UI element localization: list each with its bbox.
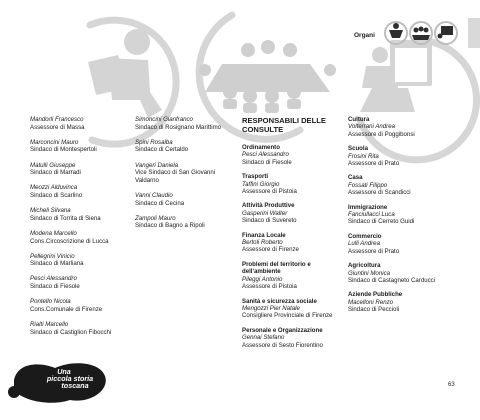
member-role: Assessore di Massa: [30, 123, 85, 131]
consulta-section: [242, 261, 342, 291]
consulta-name: Frosini Rita: [348, 152, 379, 160]
consulta-category: Aziende Pubbliche: [348, 291, 403, 299]
logo-line: piccola storia: [46, 374, 94, 383]
member-role: Sindaco di Certaldo: [135, 146, 189, 154]
consulte-column-right: [348, 116, 458, 321]
member-role: Sindaco di Bagno a Ripoli: [135, 222, 205, 230]
consulta-name: Lulli Andrea: [348, 240, 380, 248]
consulta-section: [242, 327, 342, 349]
consulta-category: Cultura: [348, 116, 370, 123]
list-item: [135, 116, 235, 131]
member-name: Vangeri Daniela: [135, 161, 179, 169]
member-name: Pontello Nicola: [30, 298, 71, 306]
list-item: [30, 298, 125, 313]
reading-person-icon: [88, 29, 162, 118]
member-name: Mandorli Francesco: [30, 116, 84, 123]
consulta-section: [348, 174, 458, 196]
presentation-icon: [360, 40, 432, 112]
member-name: Simoncini Gianfranco: [135, 116, 193, 123]
consulta-section: [242, 173, 342, 195]
consulta-name: Fossati Filippo: [348, 181, 388, 189]
logo-line: Una: [57, 367, 71, 376]
list-item: [30, 116, 125, 131]
member-role: Sindaco di Marliana: [30, 260, 84, 268]
consulta-name: Taffini Giorgio: [242, 180, 280, 188]
member-name: Pellegrini Vinicio: [30, 252, 75, 260]
member-role: Sindaco di Cecina: [135, 199, 185, 207]
consulta-role: Sindaco di Peccioli: [348, 306, 400, 314]
member-name: Marconcini Mauro: [30, 138, 79, 146]
member-name: Vanni Claudio: [135, 191, 173, 199]
list-item: [30, 207, 125, 222]
consulta-role: Sindaco di Castagneto Carducci: [348, 276, 436, 284]
member-role: Sindaco di Scarlino: [30, 191, 83, 199]
members-column-2: [135, 116, 235, 238]
member-role: Cons.Circoscrizione di Lucca: [30, 237, 109, 245]
consulta-role: Sindaco di Suvereto: [242, 217, 297, 225]
member-name: Zampoli Mauro: [135, 214, 176, 222]
consulta-role: Assessore di Poggibonsi: [348, 130, 415, 138]
consulta-section: [348, 262, 458, 284]
member-role: Sindaco di Montespertoli: [30, 146, 97, 154]
consulta-name: Bertoli Roberto: [242, 239, 283, 247]
consulta-role: Assessore di Sesto Fiorentino: [242, 341, 323, 349]
consulta-name: Pesci Alessandro: [242, 151, 289, 159]
consulta-name: Macelloni Renzo: [348, 298, 394, 306]
page-number: 63: [448, 382, 455, 388]
consulta-name: Mengozzi Pier Natale: [242, 304, 300, 312]
list-item: [135, 215, 235, 230]
list-item: [135, 162, 235, 185]
consulta-section: [348, 233, 458, 255]
consulta-role: Assessore di Firenze: [242, 246, 299, 254]
list-item: [30, 139, 125, 154]
consulta-role: Assessore di Prato: [348, 247, 400, 255]
consulta-name: Pileggi Antonio: [242, 275, 283, 283]
consulte-heading: RESPONSABILI DELLE CONSULTE: [242, 116, 326, 134]
consulta-section: [242, 202, 342, 224]
consulta-category: Finanza Locale: [242, 231, 286, 239]
member-name: Pesci Alessandro: [30, 275, 77, 283]
consulta-category: Personale e Organizzazione: [242, 326, 323, 334]
consulta-name: Volterrani Andrea: [348, 123, 395, 131]
consulta-section: [242, 144, 342, 166]
consulta-section: [348, 291, 458, 313]
member-role: Cons.Comunale di Firenze: [30, 305, 103, 313]
members-column-1: [30, 116, 125, 344]
member-role: Sindaco di Fiesole: [30, 283, 80, 291]
consulta-name: Gasperini Walter: [242, 209, 288, 217]
consulta-section: [242, 298, 342, 320]
list-item: [30, 321, 125, 336]
list-item: [30, 275, 125, 290]
consulta-role: Assessore di Pistoia: [242, 188, 297, 196]
consulte-column-left: [242, 144, 342, 356]
meeting-table-icon: [199, 40, 336, 113]
consulta-category: Attività Produttive: [242, 202, 295, 210]
section-label: Organi: [354, 32, 375, 39]
consulta-name: Gennai Stefano: [242, 334, 285, 342]
consulta-category: Agricoltura: [348, 262, 381, 270]
list-item: [30, 253, 125, 268]
consulta-category: Trasporti: [242, 173, 269, 181]
list-item: [30, 230, 125, 245]
consulta-category: Casa: [348, 174, 363, 182]
member-role: Sindaco di Marradi: [30, 169, 81, 177]
consulta-role: Assessore di Scandicci: [348, 189, 411, 197]
consulta-role: Assessore di Prato: [348, 160, 400, 168]
member-role: Sindaco di Rosignano Marittimo: [135, 123, 222, 131]
consulta-category: Scuola: [348, 145, 368, 153]
consulta-category: Problemi del territorio e dell'ambiente: [242, 260, 311, 276]
consulta-name: Giuntini Monica: [348, 269, 390, 277]
consulta-section: [348, 145, 458, 167]
consulta-category: Immigrazione: [348, 203, 388, 211]
member-name: Meozzi Alduvinca: [30, 184, 78, 192]
consulta-name: Fanciullacci Luca: [348, 211, 395, 219]
logo: [40, 368, 100, 389]
member-name: Micheli Silvana: [30, 207, 71, 215]
logo-line: toscana: [61, 381, 89, 390]
consulta-role: Consigliere Provinciale di Firenze: [242, 312, 333, 320]
member-name: Spini Rosalba: [135, 138, 173, 146]
consulta-section: [348, 116, 458, 138]
consulta-role: Assessore di Pistoia: [242, 283, 297, 291]
consulta-section: [348, 204, 458, 226]
list-item: [135, 192, 235, 207]
member-name: Modena Marcello: [30, 229, 77, 237]
list-item: [30, 162, 125, 177]
member-name: Rialti Marcello: [30, 321, 69, 329]
consulta-category: Sanità e sicurezza sociale: [242, 297, 317, 305]
consulta-section: [242, 232, 342, 254]
consulta-category: Commercio: [348, 232, 382, 240]
member-role: Sindaco di Torrita di Siena: [30, 214, 101, 222]
consulta-role: Sindaco di Fiesole: [242, 158, 292, 166]
member-role: Vice Sindaco di San Giovanni Valdarno: [135, 169, 216, 184]
consulta-category: Ordinamento: [242, 144, 280, 151]
member-role: Sindaco di Castiglion Fibocchi: [30, 328, 112, 336]
list-item: [135, 139, 235, 154]
list-item: [30, 184, 125, 199]
member-name: Matulli Giuseppe: [30, 161, 76, 169]
consulta-role: Sindaco di Cerreto Guidi: [348, 218, 415, 226]
